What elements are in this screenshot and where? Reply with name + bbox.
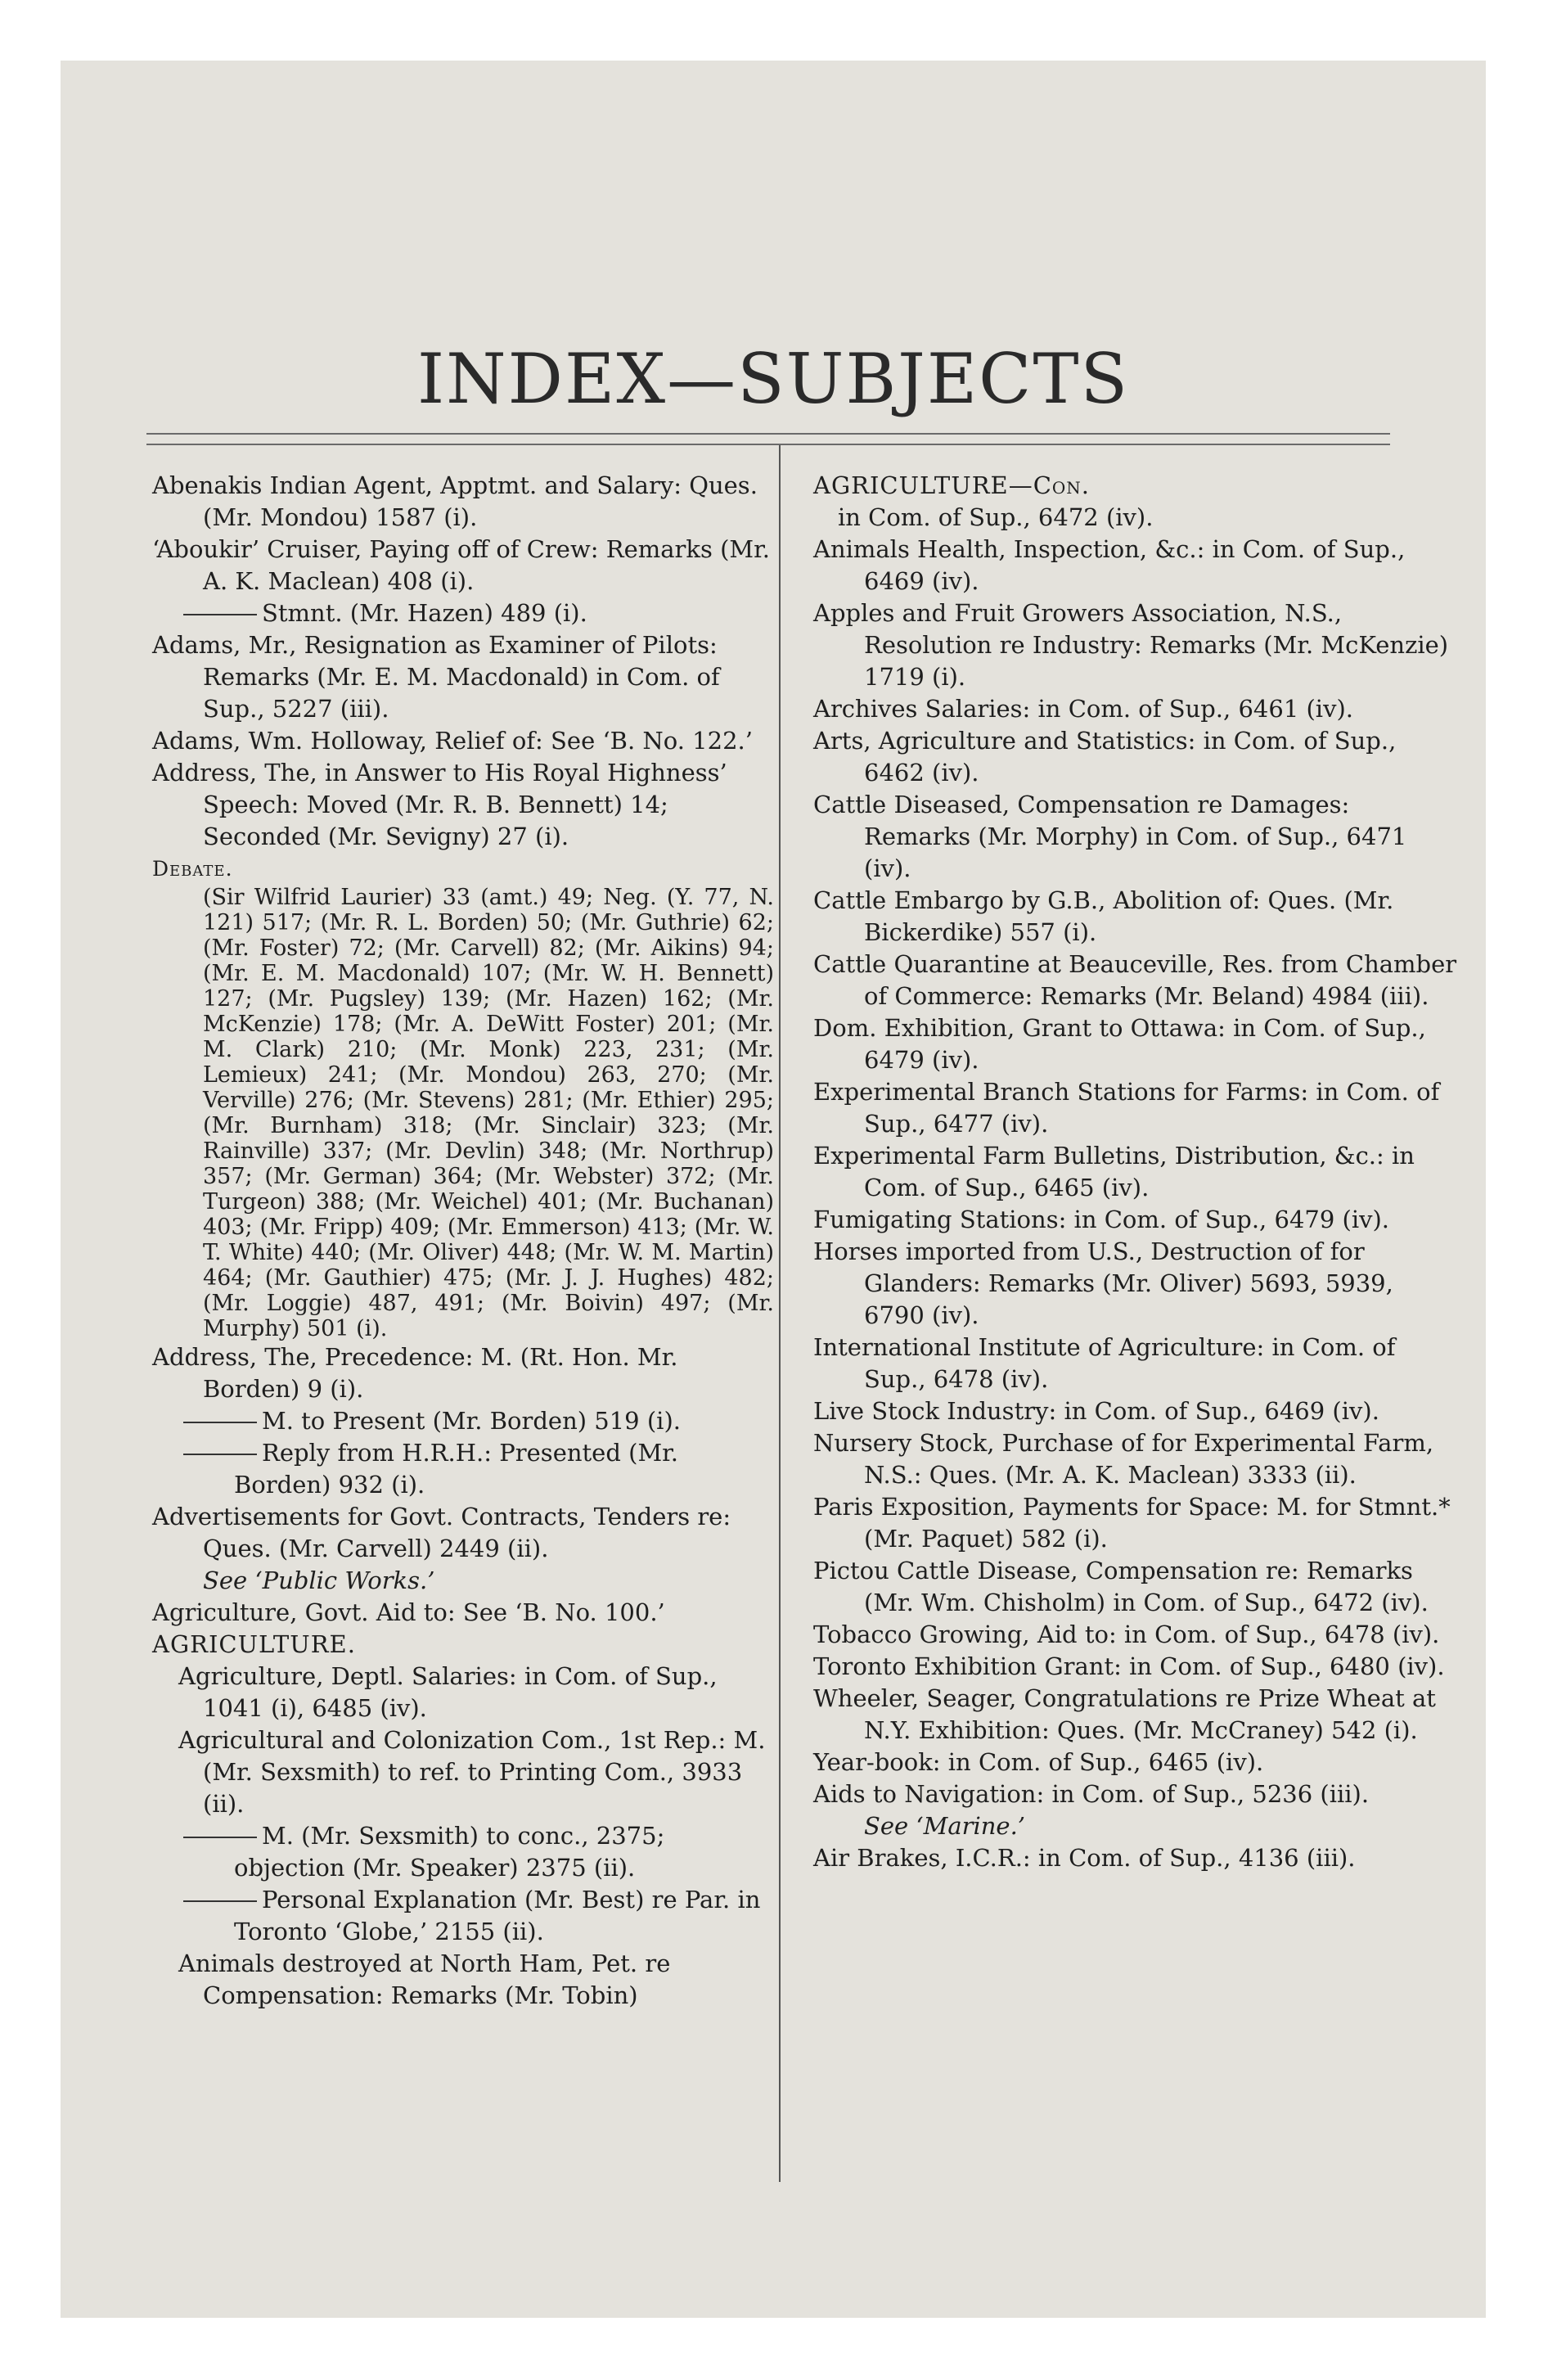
index-subentry [152,1820,774,1884]
see-reference: See ‘Marine.’ [864,1812,1026,1840]
ditto-dash [183,1900,257,1902]
index-subentry [152,1437,774,1501]
index-entry: Wheeler, Seager, Congratulations re Prize Wheat at N.Y. Exhibition: Ques. (Mr. McCraney) 542 (i). [813,1684,1436,1744]
index-subentry: Animals destroyed at North Ham, Pet. re Compensation: Remarks (Mr. Tobin) [178,1950,671,2009]
index-entry: Cattle Quarantine at Beauceville, Res. from Chamber of Commerce: Remarks (Mr. Beland) 4984 (iii). [813,950,1457,1010]
index-subentry [152,1884,774,1948]
index-entry: Cattle Embargo by G.B., Abolition of: Ques. (Mr. Bickerdike) 557 (i). [813,886,1394,946]
agriculture-heading: AGRICULTURE. [152,1630,356,1658]
left-column [152,470,774,2012]
ditto-dash [183,1422,257,1423]
subentry-text: M. to Present (Mr. Borden) 519 (i). [262,1407,681,1435]
debate-list: (Sir Wilfrid Laurier) 33 (amt.) 49; Neg. (Y. 77, N. 121) 517; (Mr. R. L. Borden) 50; (Mr. Guthrie) 62; (Mr. Foster) 72; (Mr. Carvell) 82; (Mr. Aikins) 94; (Mr. E. M. Macdonald) 107; (Mr. W. H. Bennett) 127; (Mr. Pugsley) 139; (Mr. Hazen) 162; (Mr. McKenzie) 178; (Mr. A. DeWitt Foster) 201; (Mr. M. Clark) 210; (Mr. Monk) 223, 231; (Mr. Lemieux) 241; (Mr. Mondou) 263, 270; (Mr. Verville) 276; (Mr. Stevens) 281; (Mr. Ethier) 295; (Mr. Burnham) 318; (Mr. Sinclair) 323; (Mr. Rainville) 337; (Mr. Devlin) 348; (Mr. Northrup) 357; (Mr. German) 364; (Mr. Webster) 372; (Mr. Turgeon) 388; (Mr. Weichel) 401; (Mr. Buchanan) 403; (Mr. Fripp) 409; (Mr. Emmerson) 413; (Mr. W. T. White) 440; (Mr. Oliver) 448; (Mr. W. M. Martin) 464; (Mr. Gauthier) 475; (Mr. J. J. Hughes) 482; (Mr. Loggie) 487, 491; (Mr. Boivin) 497; (Mr. Murphy) 501 (i). [203,885,774,1341]
index-entry: Apples and Fruit Growers Association, N.S., Resolution re Industry: Remarks (Mr. McKenzie) 1719 (i). [813,599,1449,691]
right-column [813,470,1460,1874]
index-subentry: Agriculture, Deptl. Salaries: in Com. of Sup., 1041 (i), 6485 (iv). [178,1662,718,1722]
ditto-dash [183,614,257,615]
ditto-dash [183,1837,257,1838]
index-entry: Adams, Wm. Holloway, Relief of: See ‘B. No. 122.’ [152,727,753,755]
index-entry: Agriculture, Govt. Aid to: See ‘B. No. 100.’ [152,1598,665,1626]
index-entry: Aids to Navigation: in Com. of Sup., 5236 (iii). [813,1780,1370,1808]
index-entry: Paris Exposition, Payments for Space: M. for Stmnt.* (Mr. Paquet) 582 (i). [813,1493,1451,1553]
index-entry: in Com. of Sup., 6472 (iv). [838,503,1154,531]
subentry-text: Personal Explanation (Mr. Best) re Par. in Toronto ‘Globe,’ 2155 (ii). [234,1886,761,1945]
index-subentry: Agricultural and Colonization Com., 1st Rep.: M. (Mr. Sexsmith) to ref. to Printing Com., 3933 (ii). [178,1726,766,1818]
index-entry: Toronto Exhibition Grant: in Com. of Sup., 6480 (iv). [813,1652,1445,1680]
index-entry: Adams, Mr., Resignation as Examiner of Pilots: Remarks (Mr. E. M. Macdonald) in Com. of Sup., 5227 (iii). [152,631,720,723]
index-entry: International Institute of Agriculture: in Com. of Sup., 6478 (iv). [813,1333,1396,1393]
title-rule-top [146,433,1390,435]
see-reference: See ‘Public Works.’ [203,1566,435,1594]
index-entry: Animals Health, Inspection, &c.: in Com. of Sup., 6469 (iv). [813,535,1406,595]
index-entry: Cattle Diseased, Compensation re Damages: Remarks (Mr. Morphy) in Com. of Sup., 6471 (iv). [813,791,1407,882]
page-scan [61,61,1486,2318]
index-entry: Tobacco Growing, Aid to: in Com. of Sup., 6478 (iv). [813,1620,1440,1648]
index-entry: Live Stock Industry: in Com. of Sup., 6469 (iv). [813,1397,1379,1425]
index-entry: Experimental Branch Stations for Farms: in Com. of Sup., 6477 (iv). [813,1078,1440,1138]
debate-heading: Debate. [152,857,233,881]
index-entry: Abenakis Indian Agent, Apptmt. and Salary: Ques. (Mr. Mondou) 1587 (i). [152,471,758,531]
title-rule-bottom [146,444,1390,445]
page-title: INDEX—SUBJECTS [416,339,1130,419]
index-entry: Arts, Agriculture and Statistics: in Com. of Sup., 6462 (iv). [813,727,1397,787]
index-entry: Fumigating Stations: in Com. of Sup., 6479 (iv). [813,1206,1390,1233]
index-entry: Experimental Farm Bulletins, Distribution, &c.: in Com. of Sup., 6465 (iv). [813,1142,1415,1201]
index-entry: Address, The, in Answer to His Royal Highness’ Speech: Moved (Mr. R. B. Bennett) 14; Seconded (Mr. Sevigny) 27 (i). [152,759,727,850]
index-entry: Air Brakes, I.C.R.: in Com. of Sup., 4136 (iii). [813,1844,1356,1872]
ditto-dash [183,1454,257,1455]
index-entry: Pictou Cattle Disease, Compensation re: Remarks (Mr. Wm. Chisholm) in Com. of Sup., 6472 (iv). [813,1557,1429,1616]
index-entry: Nursery Stock, Purchase of for Experimental Farm, N.S.: Ques. (Mr. A. K. Maclean) 3333 (ii). [813,1429,1434,1489]
index-subentry [152,1405,774,1437]
index-entry: Archives Salaries: in Com. of Sup., 6461 (iv). [813,695,1353,723]
subentry-text: Stmnt. (Mr. Hazen) 489 (i). [262,599,587,627]
index-entry: Address, The, Precedence: M. (Rt. Hon. Mr. Borden) 9 (i). [152,1343,678,1403]
index-subentry [152,597,774,629]
column-divider [779,445,781,2182]
index-entry: Year-book: in Com. of Sup., 6465 (iv). [813,1748,1264,1776]
continued-heading: AGRICULTURE—Con. [813,471,1091,499]
index-entry: Advertisements for Govt. Contracts, Tenders re: Ques. (Mr. Carvell) 2449 (ii). [152,1503,731,1562]
subentry-text: Reply from H.R.H.: Presented (Mr. Borden) 932 (i). [234,1439,679,1499]
index-entry: ‘Aboukir’ Cruiser, Paying off of Crew: Remarks (Mr. A. K. Maclean) 408 (i). [152,535,770,595]
index-entry: Dom. Exhibition, Grant to Ottawa: in Com. of Sup., 6479 (iv). [813,1014,1426,1074]
subentry-text: M. (Mr. Sexsmith) to conc., 2375; objection (Mr. Speaker) 2375 (ii). [234,1822,665,1882]
index-entry: Horses imported from U.S., Destruction of for Glanders: Remarks (Mr. Oliver) 5693, 5939, 6790 (iv). [813,1237,1393,1329]
